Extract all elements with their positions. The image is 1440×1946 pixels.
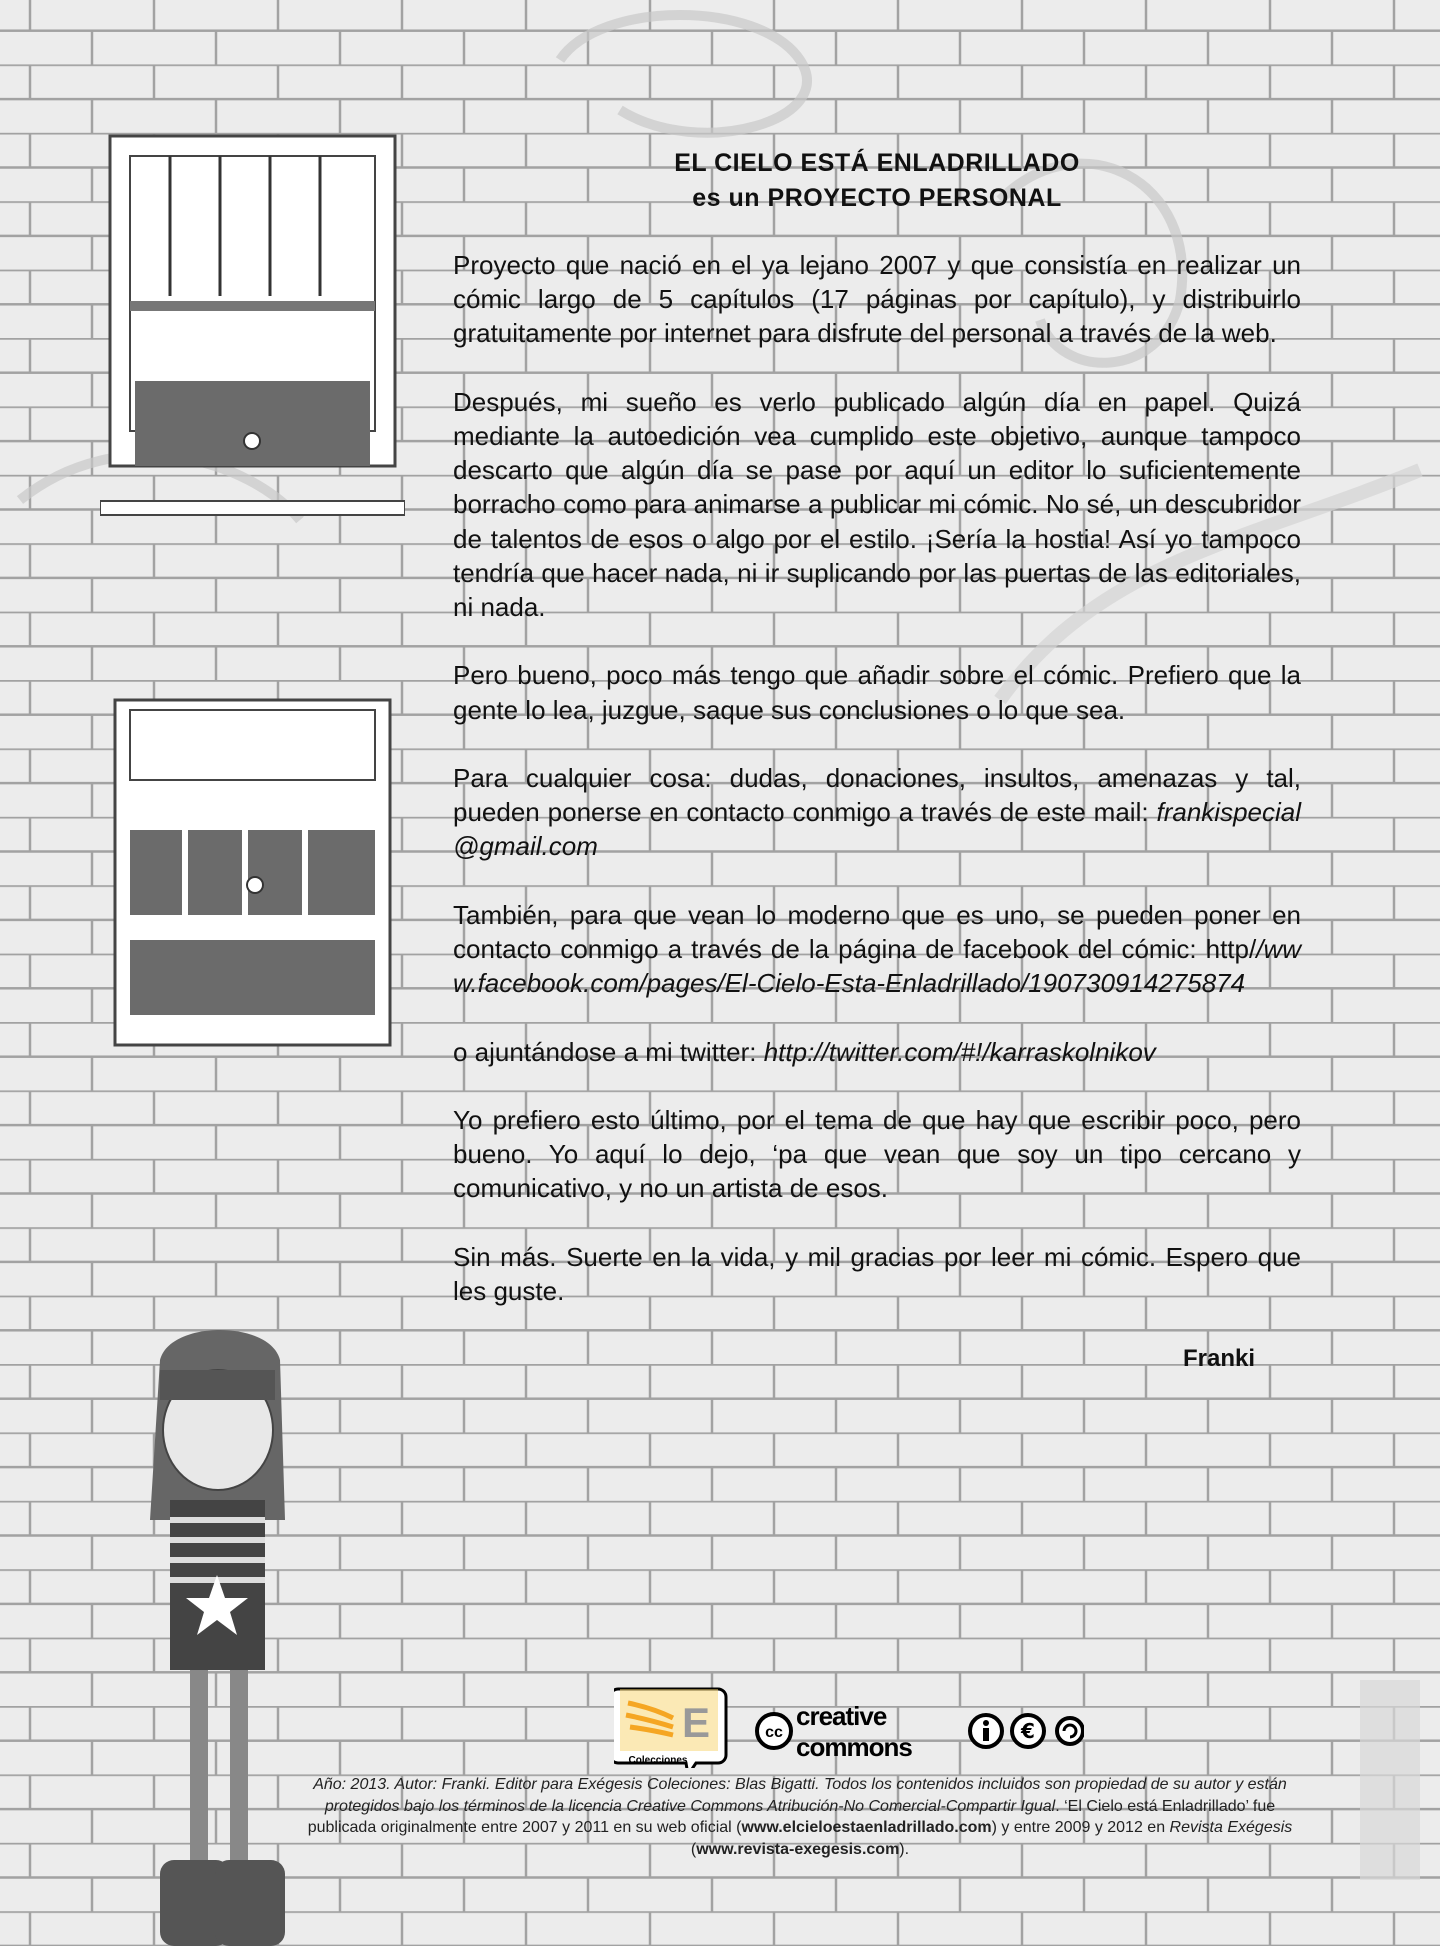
exegesis-letter: E	[681, 1699, 711, 1746]
footer-license: Creative Commons Atribución-No Comercial-Compartir Igual	[626, 1797, 1056, 1815]
facebook-link[interactable]: /www.facebook.com/pages/El-Cielo-Esta-Enladrillado/190730914275874	[453, 934, 1301, 999]
window-illustration-top	[100, 126, 405, 521]
paragraph-origin: Proyecto que nació en el ya lejano 2007 y que consistía en realizar un cómic largo de 5 capítulos (17 páginas por capítulo), y distribuirlo gratuitamente por internet para disfrute del personal a través de la web.	[453, 250, 1301, 349]
signature: Franki	[1182, 1345, 1255, 1373]
credits-footer	[300, 1774, 1300, 1860]
paragraph-contact	[453, 761, 1301, 864]
footer-text-2: . ‘El Cielo está Enladrillado’ fue publicada originalmente entre 2007 y 2011 en su web oficial (	[307, 1797, 1276, 1836]
window-illustration-bottom	[105, 690, 405, 1055]
attribution-icon	[970, 1715, 1002, 1747]
title-line-2: es un PROYECTO PERSONAL	[692, 184, 1062, 212]
page-title	[453, 146, 1301, 216]
creative-commons-logo	[757, 1701, 912, 1762]
cc-line-1: creative	[796, 1701, 887, 1731]
twitter-text: o ajuntándose a mi twitter:	[453, 1036, 764, 1067]
logos-row	[614, 1683, 1084, 1768]
share-alike-icon	[1057, 1718, 1083, 1744]
letter-body	[453, 248, 1301, 1377]
footer-magazine: Revista Exégesis	[1169, 1819, 1293, 1836]
footer-text-4: (	[690, 1840, 697, 1858]
footer-magazine-link[interactable]: www.revista-exegesis.com	[696, 1840, 900, 1858]
paragraph-conclusion: Pero bueno, poco más tengo que añadir sobre el cómic. Prefiero que la gente lo lea, juzgue, saque sus conclusiones o lo que sea.	[453, 660, 1301, 725]
cc-line-2: commons	[796, 1732, 912, 1762]
paragraph-twitter	[453, 1035, 1301, 1069]
email-link[interactable]: frankispecial@gmail.com	[453, 797, 1301, 862]
footer-text-3: ) y entre 2009 y 2012 en	[991, 1819, 1170, 1836]
paragraph-preference: Yo prefiero esto último, por el tema de que hay que escribir poco, pero bueno. Yo aquí lo dejo, ‘pa que vean que soy un tipo cercano y comunicativo, y no un artista de esos.	[453, 1104, 1301, 1204]
contact-text: Para cualquier cosa: dudas, donaciones, insultos, amenazas y tal, pueden ponerse en contacto conmigo a través de este mail:	[453, 763, 1301, 828]
footer-text-1: Año: 2013. Autor: Franki. Editor para Exégesis Coleciones: Blas Bigatti. Todos los contenidos incluidos son propiedad de su autor y están protegidos bajo los términos de la licencia	[313, 1776, 1287, 1815]
paragraph-facebook	[453, 898, 1301, 1001]
facebook-text: También, para que vean lo moderno que es uno, se pueden poner en contacto conmigo a través de la página de facebook del cómic: http/	[453, 899, 1301, 964]
twitter-link[interactable]: http://twitter.com/#!/karraskolnikov	[763, 1036, 1156, 1067]
exegesis-colecciones-logo	[614, 1689, 726, 1768]
footer-text-5: ).	[899, 1840, 910, 1858]
cc-badge: cc	[765, 1724, 783, 1741]
footer-site-link[interactable]: www.elcieloestaenladrillado.com	[741, 1819, 992, 1836]
girl-character-illustration	[120, 1320, 310, 1946]
non-commercial-icon	[1012, 1715, 1044, 1747]
title-line-1: EL CIELO ESTÁ ENLADRILLADO	[674, 149, 1080, 177]
exegesis-label: Colecciones	[628, 1755, 688, 1766]
paragraph-dream: Después, mi sueño es verlo publicado algún día en papel. Quizá mediante la autoedición vea cumplido este objetivo, aunque tampoco descarto que algún día se pase por aquí un editor lo suficientemente borracho como para animarse a publicar mi cómic. No sé, un descubridor de talentos de esos o algo por el estilo. ¡Sería la hostia! Así yo tampoco tendría que hacer nada, ni ir suplicando por las puertas de las editoriales, ni nada.	[453, 386, 1301, 623]
paragraph-farewell: Sin más. Suerte en la vida, y mil gracias por leer mi cómic. Espero que les guste.	[453, 1241, 1301, 1306]
svg-text:€: €	[1021, 1719, 1035, 1743]
